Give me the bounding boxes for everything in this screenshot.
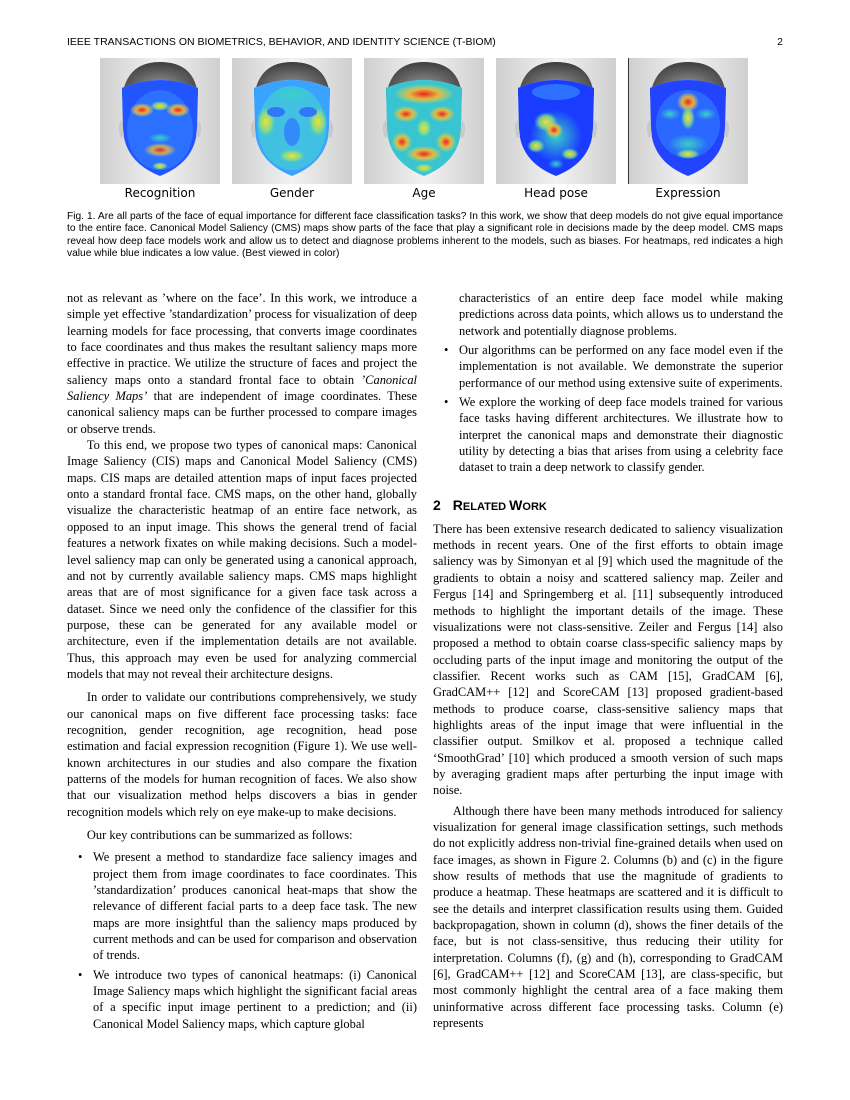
figure-panel-age (364, 58, 484, 208)
right-column (433, 290, 783, 1031)
figure-1 (100, 58, 750, 208)
emphasis-text: ’Canonical Saliency Maps’ (67, 372, 417, 404)
figure-caption: Fig. 1. Are all parts of the face of equal importance for different face classification tasks? In this work, we show that deep models do not give equal importance to the entire face. Canonical Model Saliency (CMS) maps show parts of the face that play a significant role in decisions made by the deep model. CMS maps reveal how deep face models work and allow us to detect and diagnose problems inherent to the models, such as biases. For heatmaps, red indicates a high value while blue indicates a low value. (Best viewed in color) (67, 211, 783, 260)
section-heading (433, 497, 783, 515)
paragraph-text: that are independent of image coordinates. These canonical saliency maps can be further processed to compare images or observe trends. (67, 389, 417, 436)
panel-label-recognition: Recognition (124, 186, 196, 200)
figure-panel-gender (232, 58, 352, 208)
contributions-list-continued (433, 342, 783, 476)
paragraph (67, 290, 417, 437)
paragraph-text: not as relevant as ’where on the face’. In this work, we introduce a simple yet effective ’standardization’ process for visualization of deep learning models for face processing, that converts image coordinates to face coordinates and thus makes the resultant saliency maps more effective in practice. We utilize the structure of faces and project the saliency maps onto a standard frontal face to obtain (67, 291, 417, 387)
contributions-list (67, 849, 417, 1032)
list-item: • Our algorithms can be performed on any face model even if the implementation is not available. We demonstrate the superior performance of our method using extensive suite of experiments. (433, 342, 783, 391)
section-title-part: ELATED (462, 500, 510, 513)
journal-title: IEEE TRANSACTIONS ON BIOMETRICS, BEHAVIOR, AND IDENTITY SCIENCE (T-BIOM) (67, 36, 496, 48)
list-item-continued: characteristics of an entire deep face model while making predictions across data points, which allows us to understand the network and potentially diagnose problems. (459, 291, 783, 338)
list-item: • We explore the working of deep face models trained for various face tasks having different architectures. We illustrate how to interpret the canonical maps and demonstrate their diagnostic utility by detecting a bias that arises from using a celebrity face dataset to train a deep network to classify gender. (433, 394, 783, 476)
paragraph: In order to validate our contributions comprehensively, we study our canonical maps on five different face processing tasks: face recognition, gender recognition, age recognition, head pose estimation and facial expression recognition (Figure 1). We use well-known architectures in our studies and also compare the fixation patterns of the models for human recognition of faces. We also show that our visualization method helps discovers a bias in gender recognition models which rely on eye make-up to make decisions. (67, 690, 417, 819)
recognition-heatmap (100, 58, 220, 184)
paragraph: Our key contributions can be summarized as follows: (86, 828, 353, 842)
section-title-initial: W (509, 496, 523, 513)
panel-label-expression: Expression (655, 186, 721, 200)
figure-panel-head-pose (496, 58, 616, 208)
paragraph: Although there have been many methods introduced for saliency visualization for general image classification settings, such methods do not explicitly address non-trivial fine-grained details when used on face images, as shown in Figure 2. Columns (b) and (c) in the figure show results of methods that use the magnitude of gradients to produce a heatmap. These heatmaps are scattered and it is difficult to see the details and interpret classification results using them. Guided backpropagation, shown in column (d), shows the finer details of the face, but is not class-sensitive, thus reducing their utility for interpretation. Columns (f), (g) and (h), corresponding to GradCAM [6], GradCAM++ [12] and ScoreCAM [13], are class-specific, but most commonly highlight the central area of a face making them uninformative across different face processing tasks. Column (e) represents (433, 803, 783, 1031)
section-number: 2 (433, 496, 441, 513)
section-title-initial: R (452, 496, 463, 513)
age-heatmap (364, 58, 484, 184)
page-number: 2 (777, 36, 783, 48)
panel-label-gender: Gender (269, 186, 315, 200)
figure-panel-recognition (100, 58, 220, 208)
panel-label-head-pose: Head pose (524, 186, 588, 200)
expression-heatmap (628, 58, 748, 184)
list-item: • We introduce two types of canonical heatmaps: (i) Canonical Image Saliency maps which highlight the significant facial areas of a specific input image pertinent to a prediction; and (ii) Canonical Model Saliency maps, which capture global (67, 967, 417, 1032)
paragraph: To this end, we propose two types of canonical maps: Canonical Image Saliency (CIS) maps and Canonical Model Saliency (CMS) maps. CIS maps are detailed attention maps of input faces projected onto a standard frontal face. CMS maps, on the other hand, globally visualize the characteristic heatmap of an entire face network, as opposed to an input image. This shows the general trend of facial features a network fixates on while making decisions. Such a model-level saliency map can only be generated using a canonical approach, and not by currently available saliency maps. CMS maps highlight areas that are of most significance for a given face task across a dataset. Since we need only the confidence of the classifier for this purpose, these can be generated for any available model or architecture, even if the implementation details are not available. Thus, this approach may even be used for analyzing commercial models that may not reveal their architecture designs. (67, 438, 417, 681)
paragraph: There has been extensive research dedicated to saliency visualization methods in recent years. One of the first efforts to obtain image saliency was by Simonyan et al [9] which used the magnitude of the gradients to obtain a noisy and scattered saliency map. Zeiler and Fergus [14] and Springemberg et al. [11] subsequently introduced methods to highlight the important details of the image. These visualizations were not class-sensitive. Zeiler and Fergus [14] also proposed a method to obtain coarse class-specific saliency maps by occluding parts of the input image and monitoring the output of the classifier. Recent works such as CAM [15], GradCAM [6], GradCAM++ [12] and ScoreCAM [13] proposed gradient-based methods to produce coarse, class-sensitive saliency maps that highlights areas of the input image that were influential in the classifier output. Smilkov et al. proposed a technique called ‘SmoothGrad’ [10] which produced a smooth version of such maps by averaging gradient maps after perturbing the input image with noise. (433, 521, 783, 798)
running-header (67, 36, 783, 50)
head-pose-heatmap (496, 58, 616, 184)
figure-panel-expression (628, 58, 748, 208)
left-column (67, 290, 417, 1032)
section-title-part: ORK (522, 500, 547, 513)
list-item: • We present a method to standardize face saliency images and project them from image coordinates to face coordinates. This ’standardization’ produces canonical heat-maps that show the relevance of different facial parts to a deep face task. The new maps are more insightful than the saliency maps produced by current methods and can be used for comparison and observation of trends. (67, 849, 417, 963)
gender-heatmap (232, 58, 352, 184)
panel-label-age: Age (412, 186, 436, 200)
